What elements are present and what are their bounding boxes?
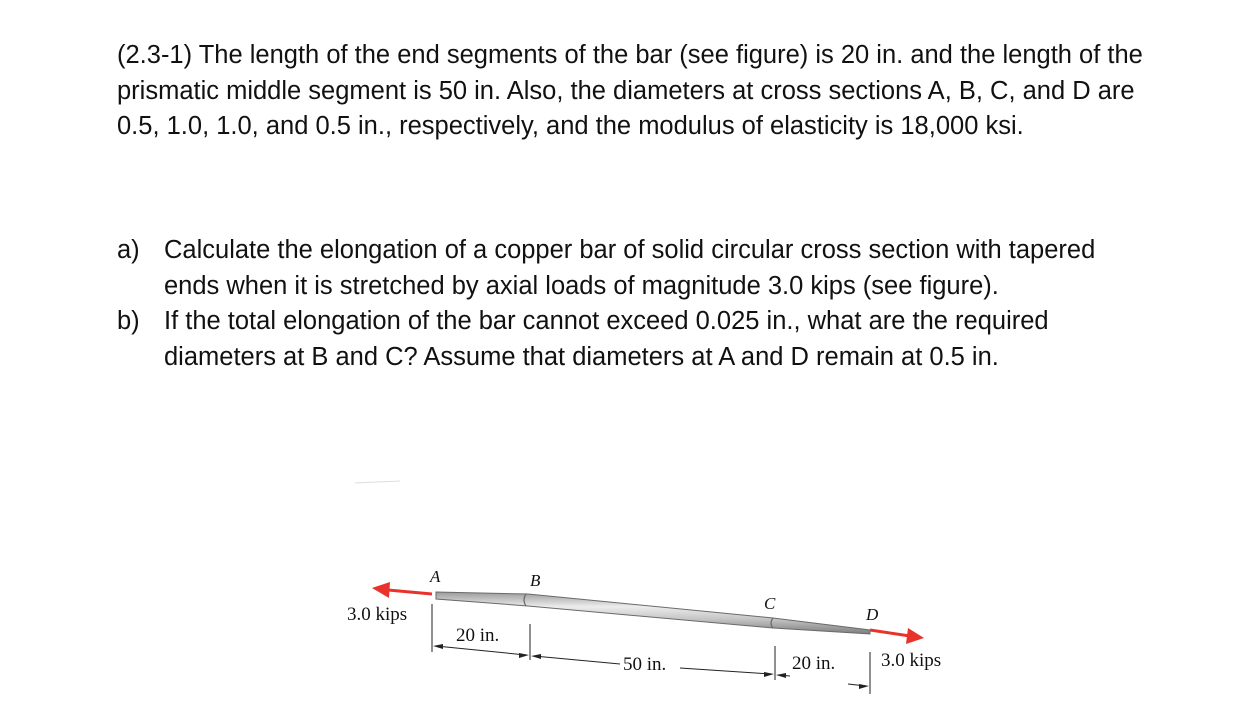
problem-statement: (2.3-1) The length of the end segments of the bar (see figure) is 20 in. and the length of the prismatic middle segment is 50 in. Also, the diameters at cross sections A, B, C, and D are 0.5, 1.0, 1.0, and 0.5 in., respectively, and the modulus of elasticity is 18,000 ksi. — [117, 41, 1143, 140]
part-b-marker: b) — [117, 307, 140, 335]
left-load-label: 3.0 kips — [347, 604, 408, 625]
dim-left-label: 20 in. — [456, 625, 500, 646]
faint-artifact-line — [355, 481, 400, 483]
label-d: D — [866, 605, 879, 624]
dim-right-label: 20 in. — [792, 653, 836, 674]
dim-middle-label: 50 in. — [623, 654, 667, 675]
tapered-bar — [436, 592, 870, 634]
label-c: C — [764, 594, 776, 613]
right-load-label: 3.0 kips — [881, 650, 942, 671]
right-load-arrow — [870, 628, 924, 644]
label-b: B — [530, 571, 541, 590]
label-a: A — [430, 567, 441, 586]
left-load-arrow — [372, 582, 432, 598]
part-a-text: Calculate the elongation of a copper bar of solid circular cross section with tapered ends when it is stretched by axial loads of magnitude 3.0 kips (see figure). — [164, 236, 1096, 300]
part-b-text: If the total elongation of the bar cannot exceed 0.025 in., what are the required diameters at B and C? Assume that diameters at A and D remain at 0.5 in. — [164, 307, 1049, 371]
part-a-marker: a) — [117, 236, 140, 264]
